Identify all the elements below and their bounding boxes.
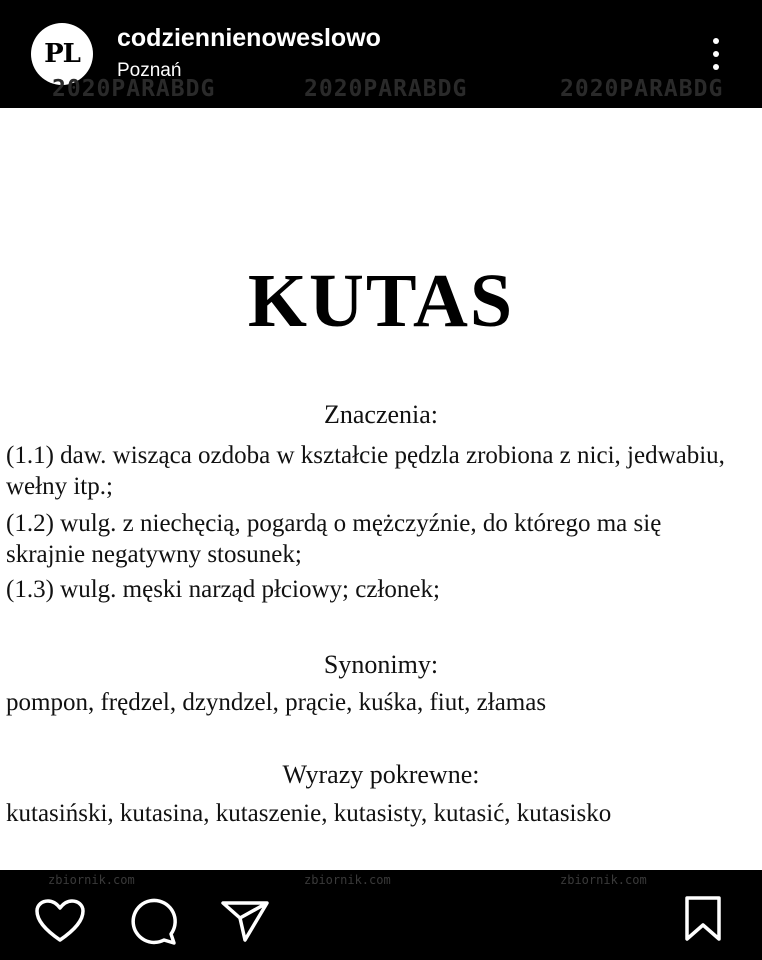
meaning-1-2: (1.2) wulg. z niechęcią, pogardą o mężczyźnie, do którego ma się skrajnie negatywny stosunek; xyxy=(6,510,662,568)
watermark: zbiornik.com xyxy=(304,873,391,887)
related-heading: Wyrazy pokrewne: xyxy=(282,760,480,789)
related-list: kutasiński, kutasina, kutaszenie, kutasisty, kutasić, kutasisko xyxy=(6,800,612,827)
watermark: 2020PARABDG xyxy=(560,76,724,102)
post-header xyxy=(0,0,762,108)
watermark: zbiornik.com xyxy=(560,873,647,887)
synonyms-heading: Synonimy: xyxy=(323,650,439,679)
watermark: 2020PARABDG xyxy=(304,76,468,102)
headword: KUTAS xyxy=(247,259,515,343)
comment-icon[interactable] xyxy=(127,896,179,946)
username[interactable]: codziennienoweslowo xyxy=(117,24,381,52)
watermark: 2020PARABDG xyxy=(52,76,216,102)
meanings-heading: Znaczenia: xyxy=(323,400,439,429)
synonyms-list: pompon, frędzel, dzyndzel, prącie, kuśka, fiut, złamas xyxy=(6,689,547,716)
action-bar xyxy=(0,870,762,960)
post-image[interactable] xyxy=(0,108,762,870)
send-icon[interactable] xyxy=(220,898,270,944)
meaning-1-1: (1.1) daw. wisząca ozdoba w kształcie pędzla zrobiona z nici, jedwabiu, wełny itp.; xyxy=(6,442,725,500)
location[interactable]: Poznań xyxy=(117,60,182,81)
bookmark-icon[interactable] xyxy=(684,895,722,943)
heart-icon[interactable] xyxy=(34,898,86,944)
more-vertical-icon[interactable] xyxy=(706,36,726,72)
meaning-1-3: (1.3) wulg. męski narząd płciowy; członek; xyxy=(6,576,440,603)
avatar-text: PL xyxy=(44,39,80,69)
watermark: zbiornik.com xyxy=(48,873,135,887)
